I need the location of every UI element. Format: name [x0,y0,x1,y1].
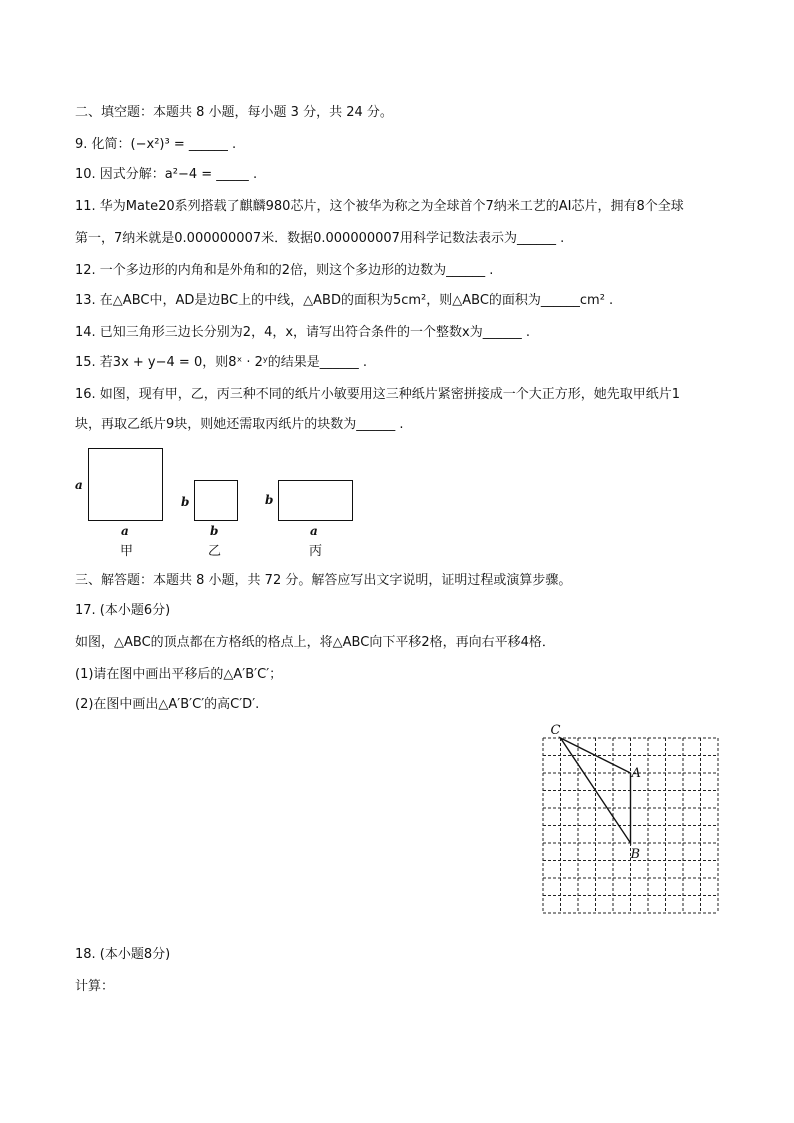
question-16-line-2: 块，再取乙纸片9块，则她还需取丙纸片的块数为______ . [75,417,404,432]
yi-side-label: b [181,495,190,509]
question-17-title: 17. (本小题6分) [75,603,171,618]
bing-side-label: b [265,493,274,507]
jia-side-label: a [75,478,83,492]
question-16-line-1: 16. 如图，现有甲，乙，丙三种不同的纸片小敏要用这三种纸片紧密拼接成一个大正方形，她先取甲纸片1 [75,387,681,402]
question-11-line-1: 11. 华为Mate20系列搭载了麒麟980芯片，这个被华为称之为全球首个7纳米工艺的AI芯片，拥有8个全球 [75,199,684,214]
jia-bottom-label: a [121,524,129,538]
question-18-stem: 计算： [75,979,115,994]
question-14: 14. 已知三角形三边长分别为2，4，x，请写出符合条件的一个整数x为______ . [75,325,531,340]
point-label-a: A [631,766,641,781]
section-2-heading: 二、填空题：本题共 8 小题，每小题 3 分，共 24 分。 [75,105,393,120]
yi-square [194,480,238,521]
question-10: 10. 因式分解：a²−4 = _____ . [75,167,258,182]
question-13: 13. 在△ABC中，AD是边BC上的中线，△ABD的面积为5cm²，则△ABC的面积为______cm² . [75,293,614,308]
question-17-part-2: (2)在图中画出△A′B′C′的高C′D′. [75,697,260,712]
question-17-stem: 如图，△ABC的顶点都在方格纸的格点上，将△ABC向下平移2格，再向右平移4格． [75,635,555,650]
question-15: 15. 若3x + y−4 = 0，则8ˣ · 2ʸ的结果是______ . [75,355,368,370]
question-17-part-1: (1)请在图中画出平移后的△A′B′C′； [75,667,283,682]
question-11-line-2: 第一，7纳米就是0.000000007米．数据0.000000007用科学记数法表示为______ . [75,231,565,246]
yi-bottom-label: b [210,524,219,538]
jia-square [88,448,163,521]
question-12: 12. 一个多边形的内角和是外角和的2倍，则这个多边形的边数为______ . [75,263,494,278]
bing-name: 丙 [309,544,323,559]
bing-bottom-label: a [310,524,318,538]
point-label-b: B [630,847,641,862]
question-9: 9. 化简：(−x²)³ = ______ . [75,137,237,152]
jia-name: 甲 [120,544,134,559]
section-3-heading: 三、解答题：本题共 8 小题，共 72 分。解答应写出文字说明，证明过程或演算步骤。 [75,573,572,588]
point-label-c: C [550,723,561,738]
question-18-title: 18. (本小题8分) [75,947,171,962]
question-17-grid-figure [535,722,725,914]
bing-rectangle [278,480,353,521]
yi-name: 乙 [208,544,222,559]
